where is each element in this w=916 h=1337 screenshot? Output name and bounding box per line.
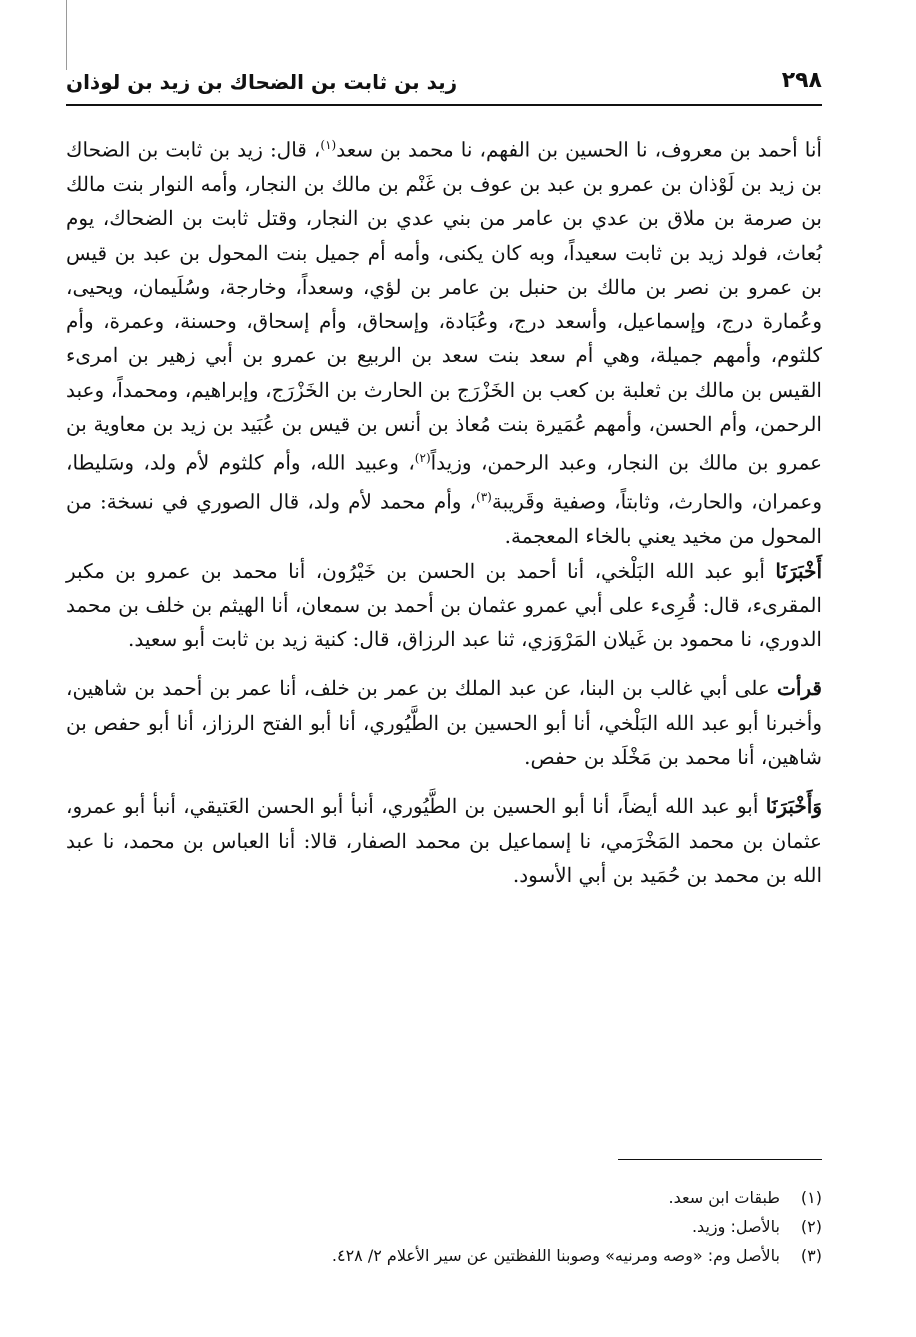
paragraph-text: أنا أحمد بن معروف، نا الحسين بن الفهم، نا محمد بن سعد (336, 137, 822, 162)
paragraph-lead: وَأَخْبَرَنَا (765, 794, 822, 819)
paragraph-text: أبو عبد الله البَلْخي، أنا أحمد بن الحسن بن خَيْرُون، أنا محمد بن عمرو بن مكبر المقرىء، قال: قُرِىء على أبي عمرو عثمان بن أحمد بن سمعان، أنا الهيثم بن خلف بن محمد الدوري، نا محمود بن غَيلان المَرْوَزي، ثنا عبد الرزاق، قال: كنية زيد بن ثابت أبو سعيد. (66, 558, 822, 652)
paragraph-text: أبو عبد الله أيضاً، أنا أبو الحسين بن الطَّيُوري، أنبأ أبو الحسن العَتيقي، أنبأ أبو عمرو، عثمان بن محمد المَخْرَمي، نا إسماعيل بن محمد الصفار، قالا: أنا العباس بن محمد، نا عبد الله بن محمد بن حُمَيد بن أبي الأسود. (66, 794, 822, 887)
footnote-number: (١) (800, 1188, 822, 1207)
footnote-text: بالأصل وم: «وصه ومرنيه» وصوبنا اللفظتين عن سير الأعلام ٢/ ٤٢٨. (331, 1246, 780, 1265)
footnote-ref-2: (٢) (414, 451, 431, 466)
paragraph-text: ، قال: زيد بن ثابت بن الضحاك بن زيد بن لَوْذان بن عمرو بن عبد بن عوف بن غَنْم بن مالك بن النجار، وأمه النوار بنت مالك بن صرمة بن ملاق بن عدي بن عامر من بني عدي بن النجار، وقتل ثابت بن الضحاك، يوم بُعاث، فولد زيد بن ثابت سعيداً، وبه كان يكنى، وأمه أم جميل بنت المحول بن عبد بن قيس بن عمرو بن نصر بن مالك بن حنبل بن عامر بن لؤي، وسعداً، وخارجة، وسُلَيمان، ويحيى، وعُمارة درج، وإسماعيل، وأسعد درج، وعُبَادة، وإسحاق، وأم إسحاق، وحسنة، وعمرة، وأم كلثوم، وأمهم جميلة، وهي أم سعد بنت سعد بن الربيع بن عمرو بن أبي زهير بن امرىء القيس بن مالك بن ثعلبة بن كعب بن الخَزْرَج بن الحارث بن الخَزْرَج، وإبراهيم، ومحمداً، وعبد الرحمن، وأم الحسن، وأمهم عُمَيرة بنت مُعاذ بن أنس بن قيس بن عُبَيد بن زيد بن معاوية بن عمرو بن مالك بن النجار، وعبد الرحمن، وزيداً (66, 137, 823, 475)
paragraph-lead: قرأت (777, 676, 822, 701)
main-text (66, 128, 822, 892)
paragraph-lead: أَخْبَرَنَا (775, 558, 822, 583)
footnote-text: بالأصل: وزيد. (691, 1217, 780, 1236)
paragraph-1 (66, 128, 822, 554)
paragraph-2 (66, 554, 822, 657)
footnote-rule (618, 1159, 822, 1160)
footnote-ref-1: (١) (320, 138, 337, 152)
paragraph-4 (66, 789, 822, 892)
binding-line (66, 0, 67, 70)
running-title: زيد بن ثابت بن الضحاك بن زيد بن لوذان (66, 70, 458, 94)
header-rule (66, 104, 822, 106)
footnotes (66, 1183, 822, 1270)
footnote-3 (66, 1241, 822, 1270)
paragraph-text: ، وعبيد الله، وأم كلثوم لأم ولد، وسَليطا، وعمران، والحارث، وثابتاً، وصفية وقَريبة (66, 450, 822, 514)
page-header (66, 66, 822, 102)
paragraph-3 (66, 671, 822, 774)
footnote-text: طبقات ابن سعد. (668, 1188, 780, 1207)
paragraph-text: على أبي غالب بن البنا، عن عبد الملك بن عمر بن خلف، أنا عمر بن أحمد بن شاهين، وأخبرنا أبو عبد الله البَلْخي، أنا أبو الحسين بن الطَّيُوري، أنا أبو الفتح الرزاز، أنا أبو حفص بن شاهين، أنا محمد بن مَخْلَد بن حفص. (66, 676, 822, 770)
footnote-2 (66, 1212, 822, 1241)
footnote-number: (٣) (800, 1246, 822, 1265)
paragraph-text: ، وأم محمد لأم ولد، قال الصوري في نسخة: من المحول من مخيد يعني بالخاء المعجمة. (66, 489, 822, 549)
footnote-ref-3: (٣) (476, 490, 492, 505)
footnote-number: (٢) (800, 1217, 822, 1236)
footnote-1 (66, 1183, 822, 1212)
page-number: ٢٩٨ (781, 68, 822, 93)
